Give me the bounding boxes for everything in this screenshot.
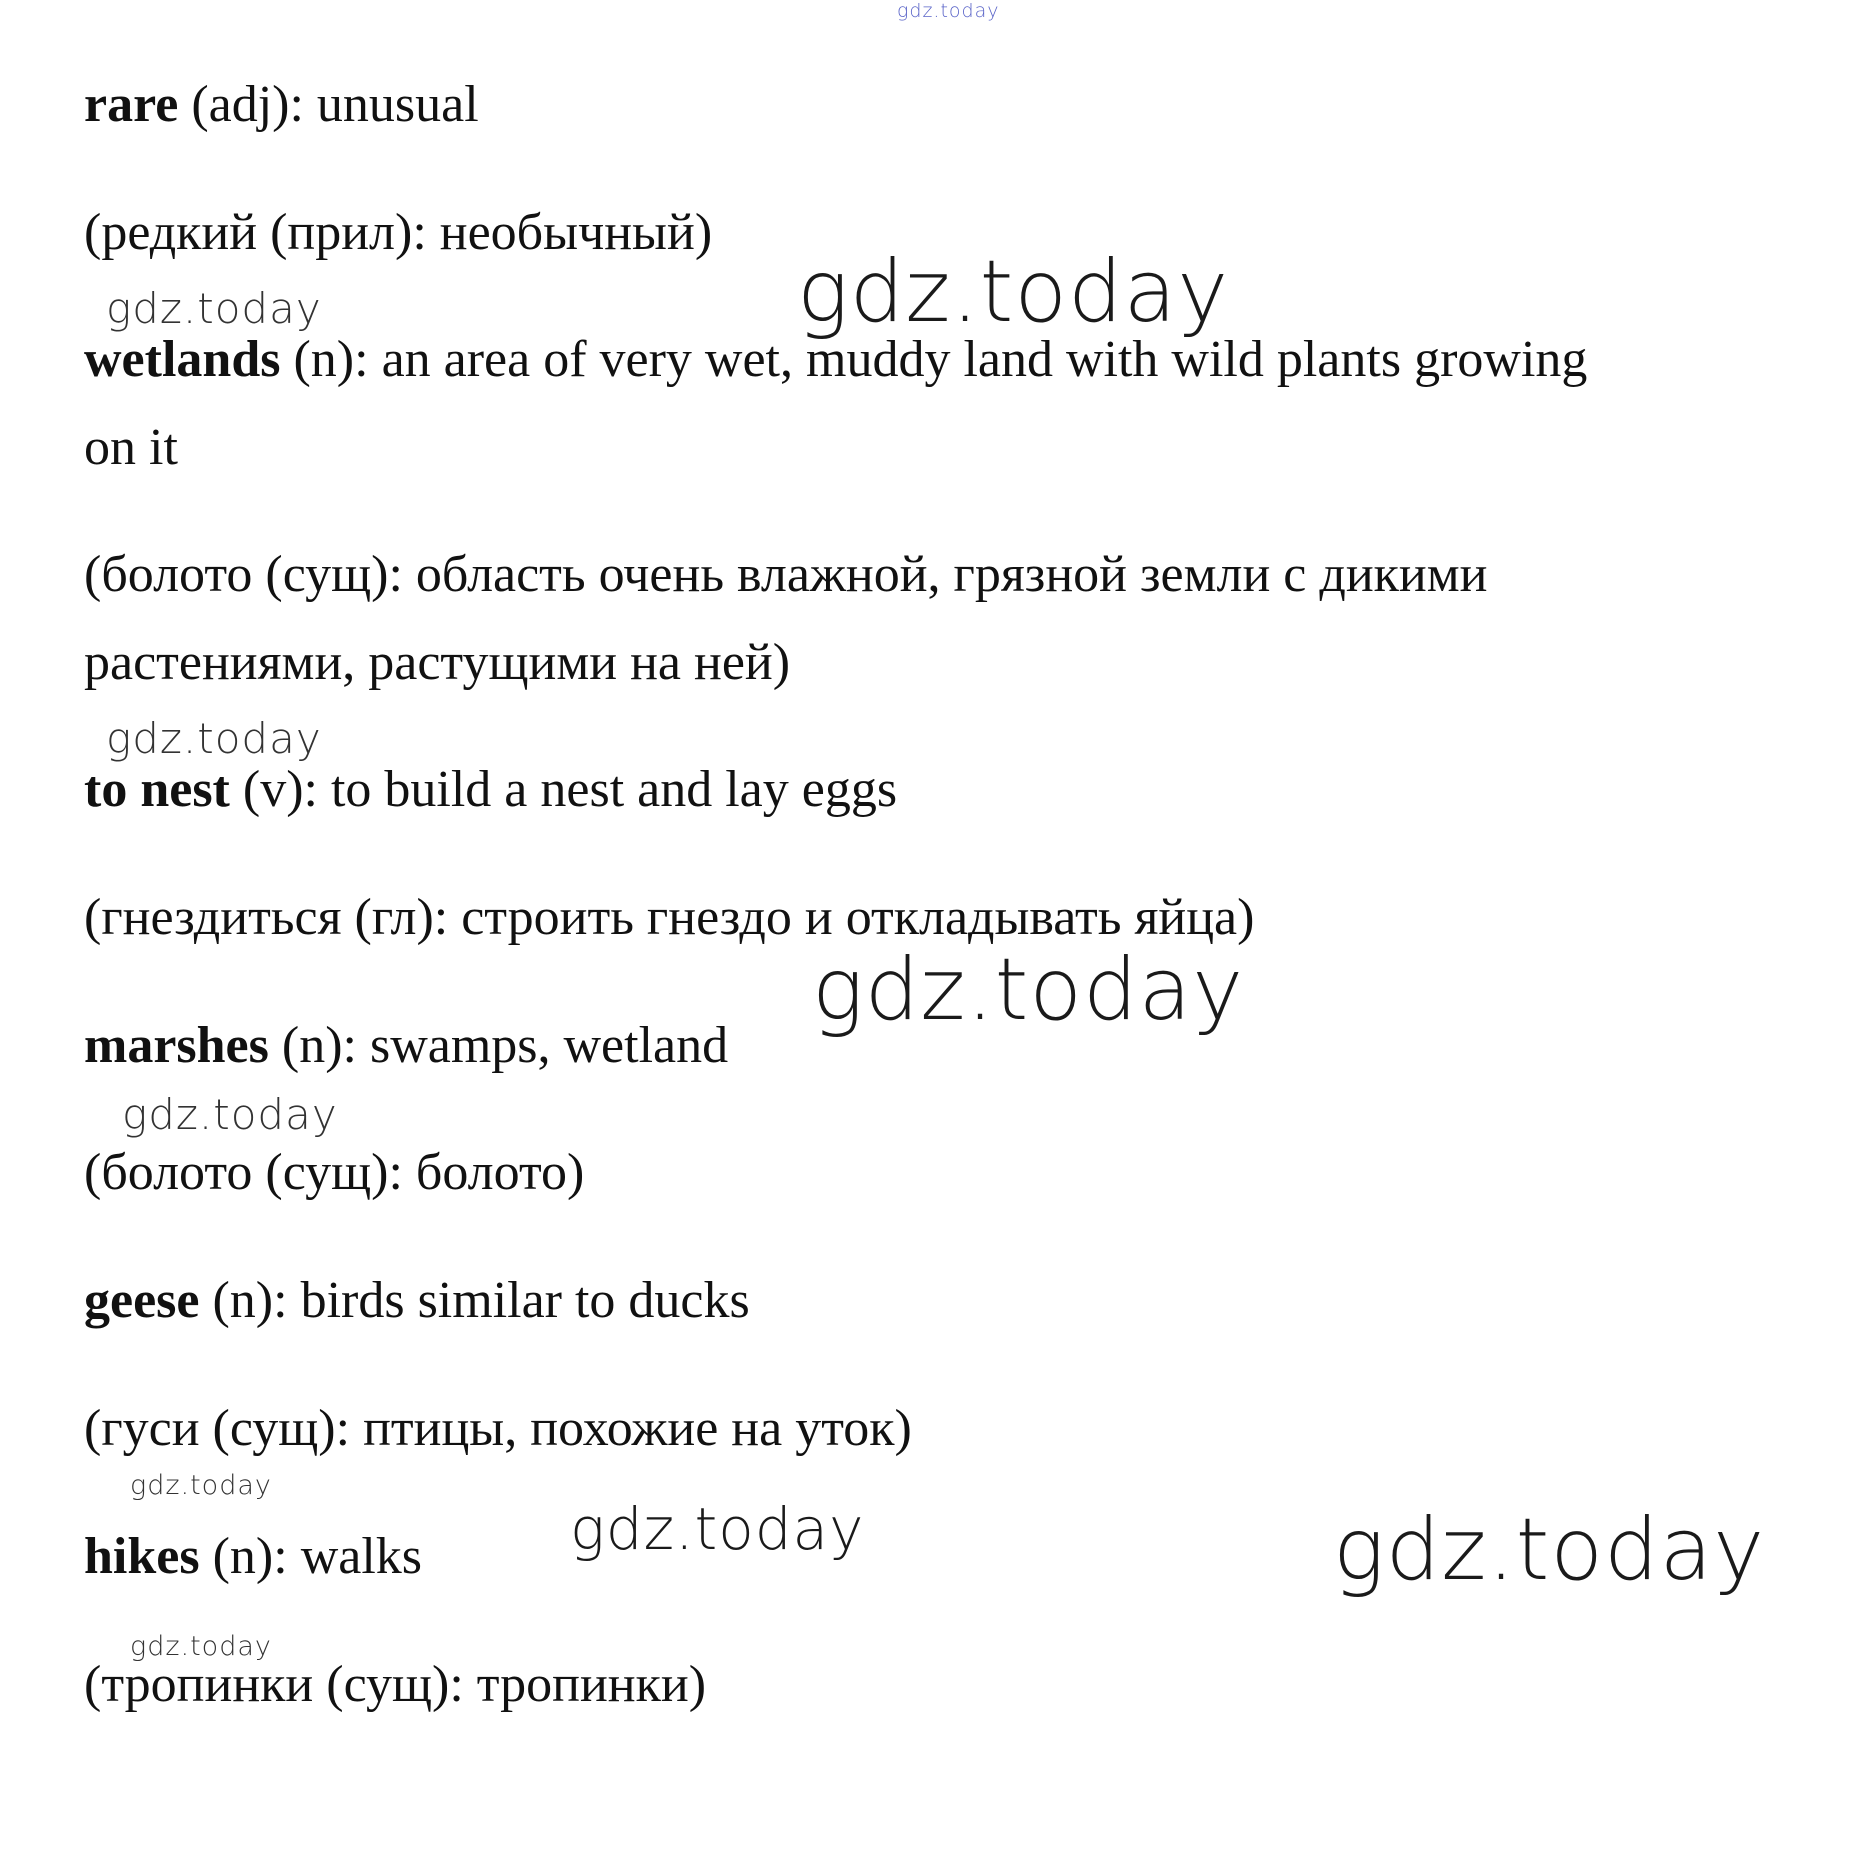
entry-geese-translation: (гуси (сущ): птицы, похожие на уток) — [84, 1400, 912, 1457]
watermark: gdz.today — [106, 284, 322, 333]
definition: (n): swamps, wetland — [268, 1017, 729, 1074]
definition: (n): walks — [199, 1528, 423, 1585]
watermark-top: gdz.today — [897, 0, 1000, 22]
entry-rare-translation: (редкий (прил): необычный) — [84, 204, 713, 261]
watermark-small: gdz.today — [130, 1631, 272, 1662]
definition: (adj): unusual — [178, 76, 479, 133]
definition: (n): birds similar to ducks — [199, 1272, 750, 1329]
watermark-small: gdz.today — [130, 1470, 272, 1501]
entry-to-nest-definition — [84, 760, 897, 820]
entry-rare-definition — [84, 75, 479, 135]
term: marshes — [84, 1017, 269, 1074]
entry-marshes-translation: (болото (сущ): болото) — [84, 1144, 585, 1201]
watermark-large: gdz.today — [797, 242, 1230, 342]
watermark-large: gdz.today — [1333, 1500, 1766, 1600]
entry-hikes-definition — [84, 1527, 422, 1587]
entry-marshes-definition — [84, 1016, 728, 1076]
watermark-medium: gdz.today — [570, 1495, 865, 1563]
entry-wetlands-translation: (болото (сущ): область очень влажной, грязной земли с дикими — [84, 546, 1488, 603]
entry-wetlands-translation-cont: растениями, растущими на ней) — [84, 634, 791, 691]
watermark: gdz.today — [106, 714, 322, 763]
entry-to-nest-translation: (гнездиться (гл): строить гнездо и откладывать яйца) — [84, 889, 1255, 946]
entry-geese-definition — [84, 1271, 750, 1331]
term: to nest — [84, 761, 230, 818]
entry-wetlands-definition-cont: on it — [84, 419, 178, 476]
term: rare — [84, 76, 179, 133]
watermark-large: gdz.today — [812, 940, 1245, 1040]
term: wetlands — [84, 331, 281, 388]
definition: (v): to build a nest and lay eggs — [229, 761, 898, 818]
term: geese — [84, 1272, 200, 1329]
entry-wetlands-definition — [84, 330, 1587, 390]
term: hikes — [84, 1528, 200, 1585]
watermark: gdz.today — [122, 1090, 338, 1139]
entry-hikes-translation: (тропинки (сущ): тропинки) — [84, 1656, 707, 1713]
definition: (n): an area of very wet, muddy land with wild plants growing — [280, 331, 1588, 388]
